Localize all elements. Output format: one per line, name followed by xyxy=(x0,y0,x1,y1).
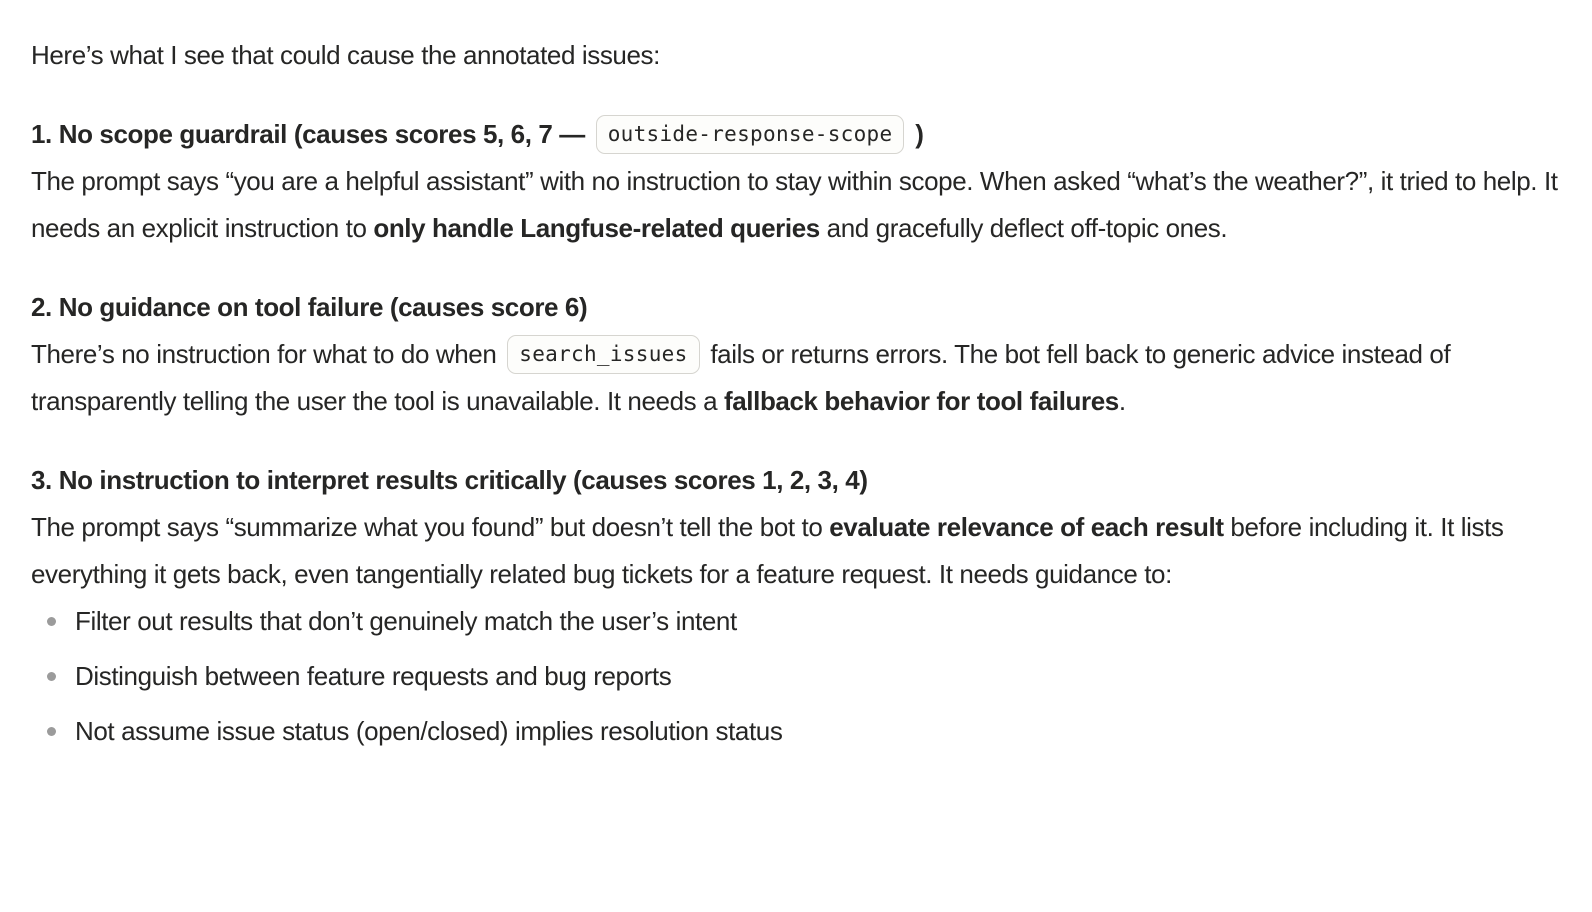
section-3 xyxy=(31,457,1561,598)
list-item: Filter out results that don’t genuinely match the user’s intent xyxy=(75,598,1561,645)
inline-code: outside-response-scope xyxy=(596,115,905,154)
bold-text: ) xyxy=(908,119,924,149)
bold-text: 1. No scope guardrail (causes scores 5, 6, 7 — xyxy=(31,119,592,149)
section-1-body: The prompt says “you are a helpful assistant” with no instruction to stay within scope. When asked “what’s the weather?”, it tried to help. It needs an explicit instruction to only handle Langfuse-related queries and gracefully deflect off-topic ones. xyxy=(31,166,1558,243)
list-item: Distinguish between feature requests and bug reports xyxy=(75,653,1561,700)
bold-text: only handle Langfuse-related queries xyxy=(373,213,820,243)
section-1-heading xyxy=(31,119,924,149)
section-1 xyxy=(31,111,1561,252)
bold-text: 3. No instruction to interpret results critically (causes scores 1, 2, 3, 4) xyxy=(31,465,868,495)
section-2 xyxy=(31,284,1561,425)
list-item: Not assume issue status (open/closed) implies resolution status xyxy=(75,708,1561,755)
intro-text: Here’s what I see that could cause the annotated issues: xyxy=(31,40,660,70)
section-3-heading xyxy=(31,465,868,495)
bold-text: 2. No guidance on tool failure (causes score 6) xyxy=(31,292,588,322)
inline-code: search_issues xyxy=(507,335,699,374)
section-2-body: There’s no instruction for what to do when search_issues fails or returns errors. The bot fell back to generic advice instead of transparently telling the user the tool is unavailable. It needs a fallback behavior for tool failures. xyxy=(31,339,1450,416)
bold-text: evaluate relevance of each result xyxy=(829,512,1224,542)
section-2-heading xyxy=(31,292,587,322)
bold-text: fallback behavior for tool failures xyxy=(723,386,1119,416)
guidance-bullet-list xyxy=(31,598,1561,755)
section-3-body: The prompt says “summarize what you found” but doesn’t tell the bot to evaluate relevance of each result before including it. It lists everything it gets back, even tangentially related bug tickets for a feature request. It needs guidance to: xyxy=(31,512,1504,589)
intro-paragraph xyxy=(31,32,1561,79)
